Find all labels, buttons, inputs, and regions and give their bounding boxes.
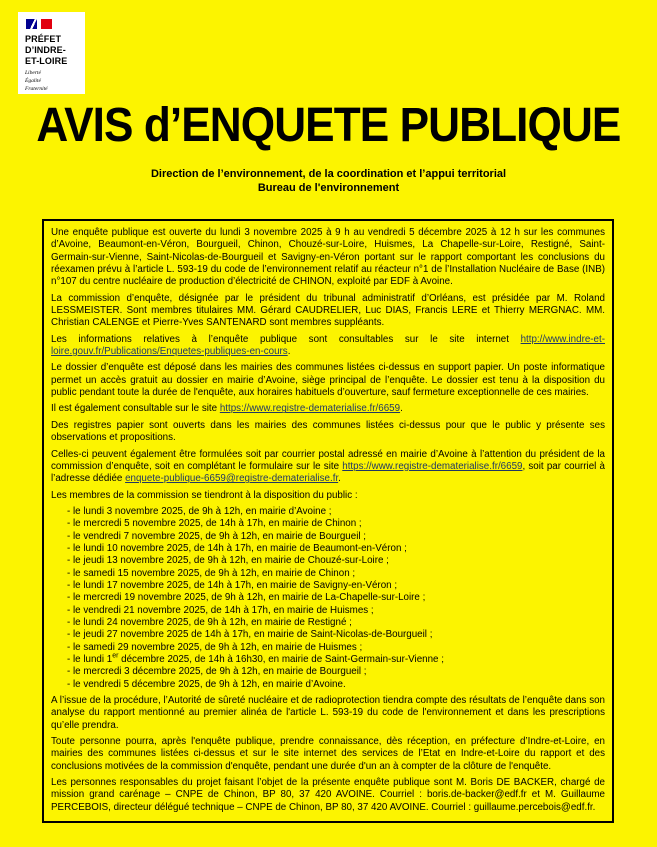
subtitle xyxy=(0,167,657,195)
paragraph-informations xyxy=(51,334,605,359)
prefecture-name-line1: PRÉFET xyxy=(25,34,62,44)
session-text: - le lundi 3 novembre 2025, de 9h à 12h, en mairie d’Avoine ; xyxy=(67,505,332,517)
motto-line3: Fraternité xyxy=(25,86,48,93)
session-text: décembre 2025, de 14h à 16h30, en mairie de Saint-Germain-sur-Vienne ; xyxy=(118,654,444,665)
session-item xyxy=(67,518,605,530)
header xyxy=(0,0,657,153)
session-item xyxy=(67,642,605,654)
session-text: - le mercredi 5 novembre 2025, de 14h à 17h, en mairie de Chinon ; xyxy=(67,518,362,530)
session-item xyxy=(67,592,605,604)
motto-line1: Liberté xyxy=(25,70,41,77)
link-registre-formulaire[interactable]: https://www.registre-dematerialise.fr/6659 xyxy=(342,460,523,472)
paragraph-site-consultable xyxy=(51,403,605,415)
text-segment: . xyxy=(287,346,291,358)
prefecture-name-line2: D’INDRE- xyxy=(25,44,66,55)
session-item xyxy=(67,666,605,678)
session-item xyxy=(67,617,605,629)
session-text: - le vendredi 5 décembre 2025, de 9h à 12h, en mairie d’Avoine. xyxy=(67,678,346,690)
session-item xyxy=(67,605,605,617)
session-text: - le lundi 1 xyxy=(67,654,113,665)
paragraph-autorite: A l’issue de la procédure, l’Autorité de sûreté nucléaire et de radioprotection tiendra compte des résultats de l’enquête dans son analyse du rapport mentionné au premier alinéa de l'article L. 593-19 du code de l'environnement et dans les prescriptions qu’elle prendra. xyxy=(51,695,605,731)
link-registre-dematerialise[interactable]: https://www.registre-dematerialise.fr/6659 xyxy=(219,403,401,415)
text-segment: . xyxy=(338,473,341,485)
text-segment: Les informations relatives à l’enquête publique sont consultables sur le site internet xyxy=(51,333,521,345)
text-segment: , soit par courriel à l’adresse dédiée xyxy=(51,460,605,485)
session-text: - le jeudi 13 novembre 2025, de 9h à 12h, en mairie de Chouzé-sur-Loire ; xyxy=(67,555,389,567)
session-text: - le lundi 17 novembre 2025, de 14h à 17h, en mairie de Savigny-en-Véron ; xyxy=(67,579,398,591)
session-item xyxy=(67,654,605,666)
session-text: - le mercredi 19 novembre 2025, de 9h à 12h, en mairie de La-Chapelle-sur-Loire ; xyxy=(67,592,426,604)
session-text: - le lundi 10 novembre 2025, de 14h à 17h, en mairie de Beaumont-en-Véron ; xyxy=(67,542,407,554)
paragraph-commission: La commission d’enquête, désignée par le président du tribunal administratif d’Orléans, est présidée par M. Roland LESSMEISTER. Sont membres titulaires MM. Gérard CAUDRELIER, Luc DIAS, Francis LERE et Thierry MERGNAC. MM. Christian CALENGE et Pierre-Yves SANTENARD sont membres suppléants. xyxy=(51,292,605,329)
prefecture-name-line3: ET-LOIRE xyxy=(25,55,68,66)
session-list xyxy=(51,506,605,691)
session-text: - le samedi 15 novembre 2025, de 9h à 12h, en mairie de Chinon ; xyxy=(67,567,356,579)
subtitle-line1: Direction de l’environnement, de la coordination et l’appui territorial xyxy=(150,168,507,180)
session-item xyxy=(67,506,605,518)
session-item xyxy=(67,543,605,555)
text-segment: Il est également consultable sur le site xyxy=(51,403,220,415)
paragraph-registres: Des registres papier sont ouverts dans les mairies des communes listées ci-dessus pour que le public y présente ses observations et propositions. xyxy=(51,419,605,444)
motto-line2: Égalité xyxy=(25,78,41,85)
prefecture-logo xyxy=(18,12,85,94)
paragraph-dossier: Le dossier d’enquête est déposé dans les mairies des communes listées ci-dessus en support papier. Un poste informatique permet un accès gratuit au dossier en mairie d’Avoine, siège principal de l’enquête. Le dossier est tenu à la disposition du public pendant toute la durée de l'enquête, aux horaires habituels d’ouverture, sauf fermeture exceptionnelle de ces mairies. xyxy=(51,362,605,399)
session-item xyxy=(67,531,605,543)
session-text: - le mercredi 3 décembre 2025, de 9h à 12h, en mairie de Bourgueil ; xyxy=(67,666,367,678)
paragraph-observations xyxy=(51,449,605,486)
session-item xyxy=(67,555,605,567)
page-title: AVIS d’ENQUETE PUBLIQUE xyxy=(36,99,621,152)
session-text: - le vendredi 21 novembre 2025, de 14h à 17h, en mairie de Huismes ; xyxy=(67,604,374,616)
ordinal-superscript: er xyxy=(112,652,119,660)
republic-motto xyxy=(25,70,81,94)
session-text: - le jeudi 27 novembre 2025 de 14h à 17h, en mairie de Saint-Nicolas-de-Bourgueil ; xyxy=(67,629,433,641)
link-prefecture-website[interactable]: http://www.indre-et-loire.gouv.fr/Publications/Enquetes-publiques-en-cours xyxy=(51,333,605,358)
session-item xyxy=(67,679,605,691)
session-item xyxy=(67,629,605,641)
session-text: - le lundi 24 novembre 2025, de 9h à 12h, en mairie de Restigné ; xyxy=(67,616,352,628)
session-text: - le samedi 29 novembre 2025, de 9h à 12h, en mairie de Huismes ; xyxy=(67,641,363,653)
session-item xyxy=(67,580,605,592)
paragraph-consultation-rapport: Toute personne pourra, après l'enquête publique, prendre connaissance, dès réception, en préfecture d’Indre-et-Loire, en mairies des communes listées ci-dessus et sur le site internet des services de l’Etat en Indre-et-Loire du rapport et des conclusions motivées de la commission d'enquête, pendant une durée d'un an à compter de la clôture de l'enquête. xyxy=(51,736,605,772)
paragraph-opening: Une enquête publique est ouverte du lundi 3 novembre 2025 à 9 h au vendredi 5 décembre 2025 à 12 h sur les communes d’Avoine, Beaumont-en-Véron, Bourgueil, Chinon, Chouzé-sur-Loire, Huismes, La Chapelle-sur-Loire, Restigné, Saint-Germain-sur-Vienne, Saint-Nicolas-de-Bourgueil et Savigny-en-Véron portant sur le rapport comportant les conclusions du réexamen prévu à l’article L. 593-19 du code de l’environnement relatif au réacteur n°1 de l’Installation Nucléaire de Base (INB) n°107 du centre nucléaire de production d’électricité de CHINON, exploité par EDF à Avoine. xyxy=(51,227,605,288)
text-segment: Celles-ci peuvent également être formulées soit par courrier postal adressé en mairie d’Avoine à l’attention du président de la commission d’enquête, soit en complétant le formulaire sur le site xyxy=(51,448,605,472)
flag-red-square-icon xyxy=(41,19,52,29)
prefecture-name xyxy=(25,34,81,66)
notice-box xyxy=(42,219,614,823)
text-segment: . xyxy=(400,403,403,415)
flag-blue-square-icon xyxy=(26,19,37,29)
paragraph-responsables: Les personnes responsables du projet faisant l’objet de la présente enquête publique sont M. Boris DE BACKER, chargé de mission grand carénage – CNPE de Chinon, BP 80, 37 420 AVOINE. Courriel : boris.de-backer@edf.fr et M. Guillaume PERCEBOIS, directeur délégué technique – CNPE de Chinon, BP 80, 37 420 AVOINE. Courriel : guillaume.percebois@edf.fr. xyxy=(51,777,605,813)
link-email-enquete[interactable]: enquete-publique-6659@registre-dematerialise.fr xyxy=(125,473,339,485)
paragraph-permanences-intro: Les membres de la commission se tiendront à la disposition du public : xyxy=(51,489,358,501)
subtitle-line2: Bureau de l'environnement xyxy=(257,182,400,194)
french-flag-icon xyxy=(26,19,81,29)
session-text: - le vendredi 7 novembre 2025, de 9h à 12h, en mairie de Bourgueil ; xyxy=(67,530,366,542)
session-item xyxy=(67,568,605,580)
